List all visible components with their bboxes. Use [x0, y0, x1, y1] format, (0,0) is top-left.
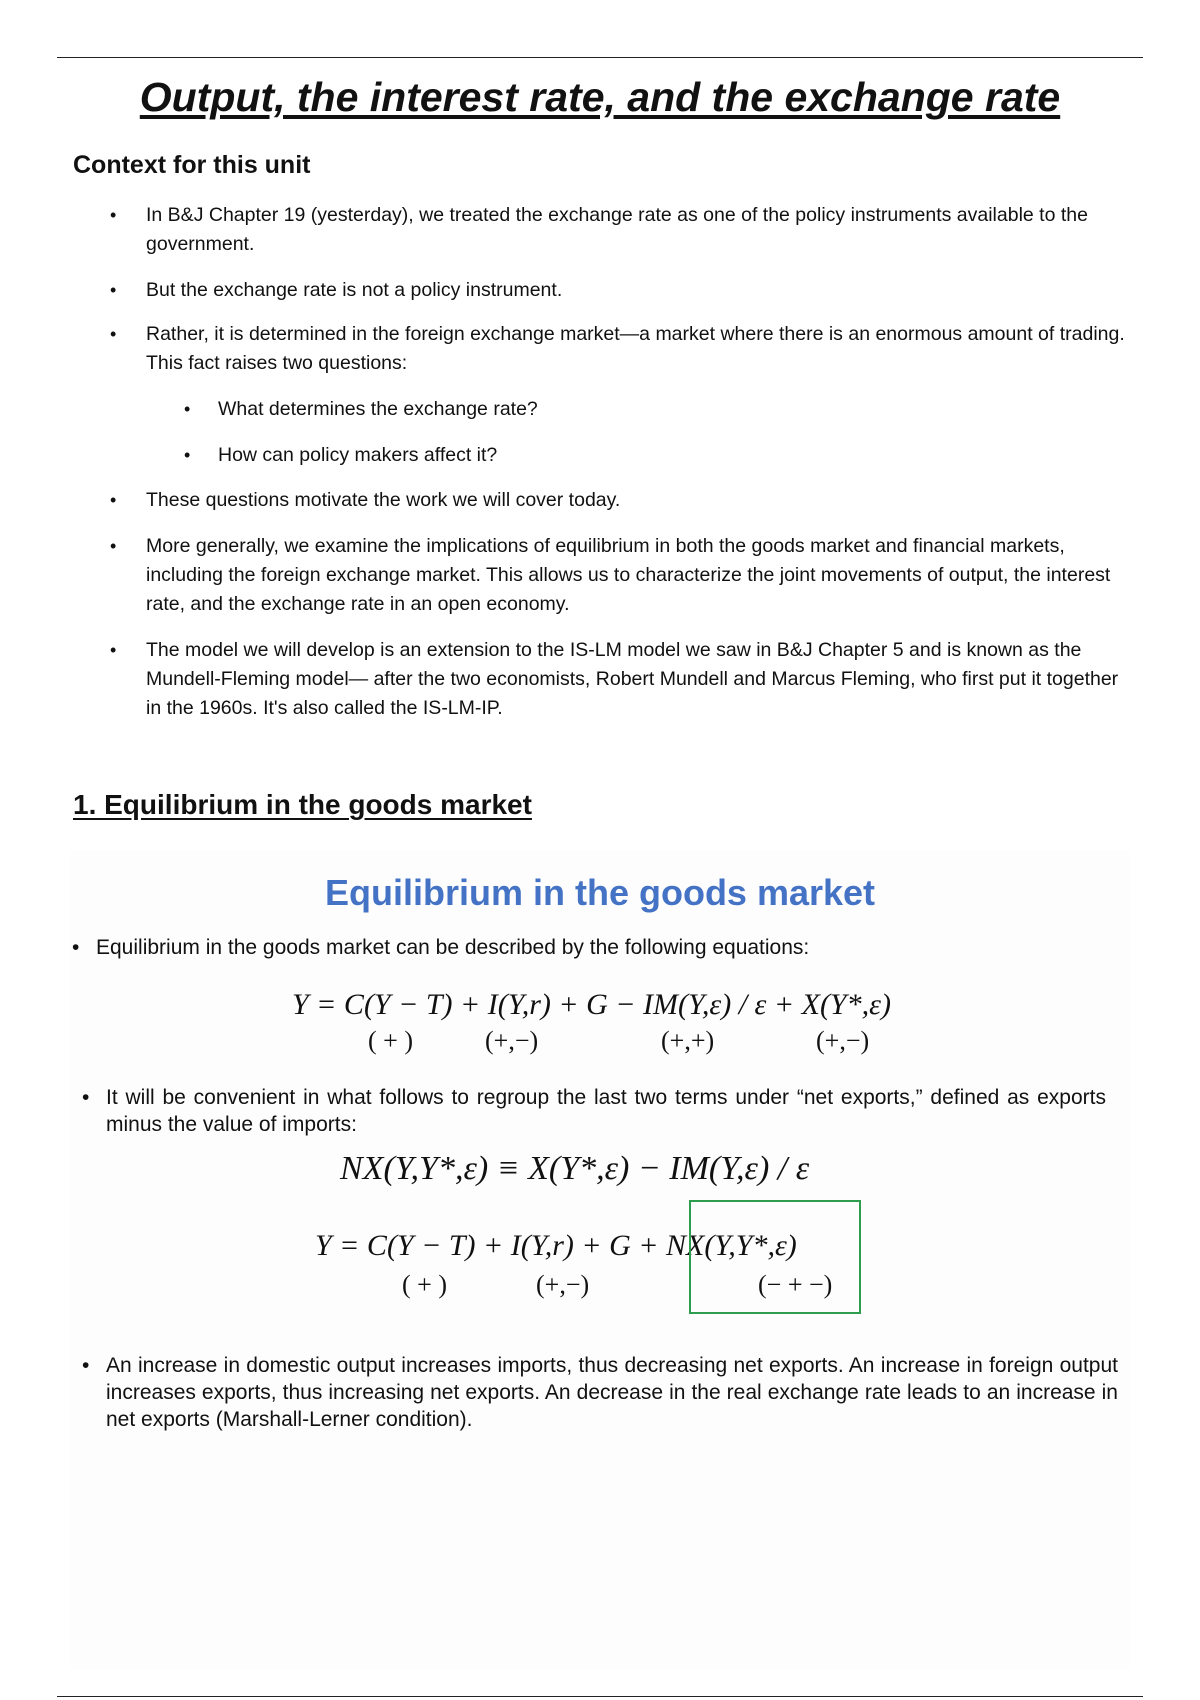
slide-title: Equilibrium in the goods market — [324, 872, 876, 913]
document-title: Output, the interest rate, and the exchange rate — [139, 74, 1061, 120]
slide-bullet-text: Equilibrium in the goods market can be described by the following equations: — [96, 936, 810, 959]
sign-label: (+,+) — [661, 1026, 715, 1055]
slide-bullet-text: It will be convenient in what follows to regroup the last two terms under “net exports,” defined as exports minus the value of imports: — [106, 1086, 1106, 1136]
list-item — [110, 276, 1126, 305]
list-item — [184, 441, 1118, 470]
context-heading: Context for this unit — [73, 151, 311, 179]
goods-market-nx-equation: Y = C(Y − T) + I(Y,r) + G + NX(Y,Y*,ε) — [315, 1229, 797, 1262]
sign-label: (− + −) — [758, 1270, 833, 1299]
list-item — [184, 395, 1118, 424]
list-item-text: What determines the exchange rate? — [218, 398, 538, 420]
list-item — [110, 636, 1126, 723]
top-rule — [57, 57, 1143, 58]
list-item-text: These questions motivate the work we will cover today. — [146, 489, 621, 511]
list-item — [110, 532, 1126, 619]
net-exports-definition: NX(Y,Y*,ε) ≡ X(Y*,ε) − IM(Y,ε) / ε — [340, 1150, 810, 1187]
bullet-glyph: • — [110, 640, 117, 660]
bullet-glyph: • — [82, 1086, 90, 1109]
bottom-rule — [57, 1696, 1143, 1697]
list-item-text: More generally, we examine the implications of equilibrium in both the goods market and financial markets, including the foreign exchange market. This allows us to characterize the joint movements of output, the interest rate, and the exchange rate in an open economy. — [146, 535, 1111, 615]
bullet-glyph: • — [110, 324, 117, 344]
embedded-slide — [70, 850, 1130, 1670]
bullet-glyph: • — [184, 399, 191, 419]
list-item-text: Rather, it is determined in the foreign exchange market—a market where there is an enormous amount of trading. This fact raises two questions: — [146, 323, 1125, 374]
slide-bullet — [82, 1352, 1118, 1433]
sign-label: (+,−) — [816, 1026, 870, 1055]
bullet-glyph: • — [184, 445, 191, 465]
sign-label: (+,−) — [536, 1270, 590, 1299]
list-item — [110, 486, 1126, 515]
slide-bullet — [82, 1084, 1106, 1138]
list-item — [110, 320, 1126, 378]
section-heading: 1. Equilibrium in the goods market — [73, 789, 532, 820]
list-item — [110, 201, 1126, 259]
slide-bullet — [72, 934, 1096, 961]
list-item-text: But the exchange rate is not a policy instrument. — [146, 279, 563, 301]
bullet-glyph: • — [110, 205, 117, 225]
bullet-glyph: • — [110, 490, 117, 510]
sign-label: ( + ) — [402, 1270, 447, 1299]
sign-label: ( + ) — [368, 1026, 413, 1055]
bullet-glyph: • — [110, 280, 117, 300]
list-item-text: How can policy makers affect it? — [218, 444, 498, 466]
bullet-glyph: • — [82, 1354, 90, 1377]
slide-bullet-text: An increase in domestic output increases imports, thus decreasing net exports. An increase in foreign output increases exports, thus increasing net exports. An decrease in the real exchange rate leads to an increase in net exports (Marshall-Lerner condition). — [106, 1354, 1118, 1431]
net-exports-highlight-box — [689, 1200, 861, 1314]
goods-market-equation: Y = C(Y − T) + I(Y,r) + G − IM(Y,ε) / ε + X(Y*,ε) — [292, 988, 891, 1021]
bullet-glyph: • — [72, 936, 80, 959]
sign-label: (+,−) — [485, 1026, 539, 1055]
bullet-glyph: • — [110, 536, 117, 556]
list-item-text: In B&J Chapter 19 (yesterday), we treated the exchange rate as one of the policy instruments available to the government. — [146, 204, 1088, 255]
list-item-text: The model we will develop is an extension to the IS-LM model we saw in B&J Chapter 5 and is known as the Mundell-Fleming model— after the two economists, Robert Mundell and Marcus Fleming, who first put it together in the 1960s. It's also called the IS-LM-IP. — [146, 639, 1119, 719]
